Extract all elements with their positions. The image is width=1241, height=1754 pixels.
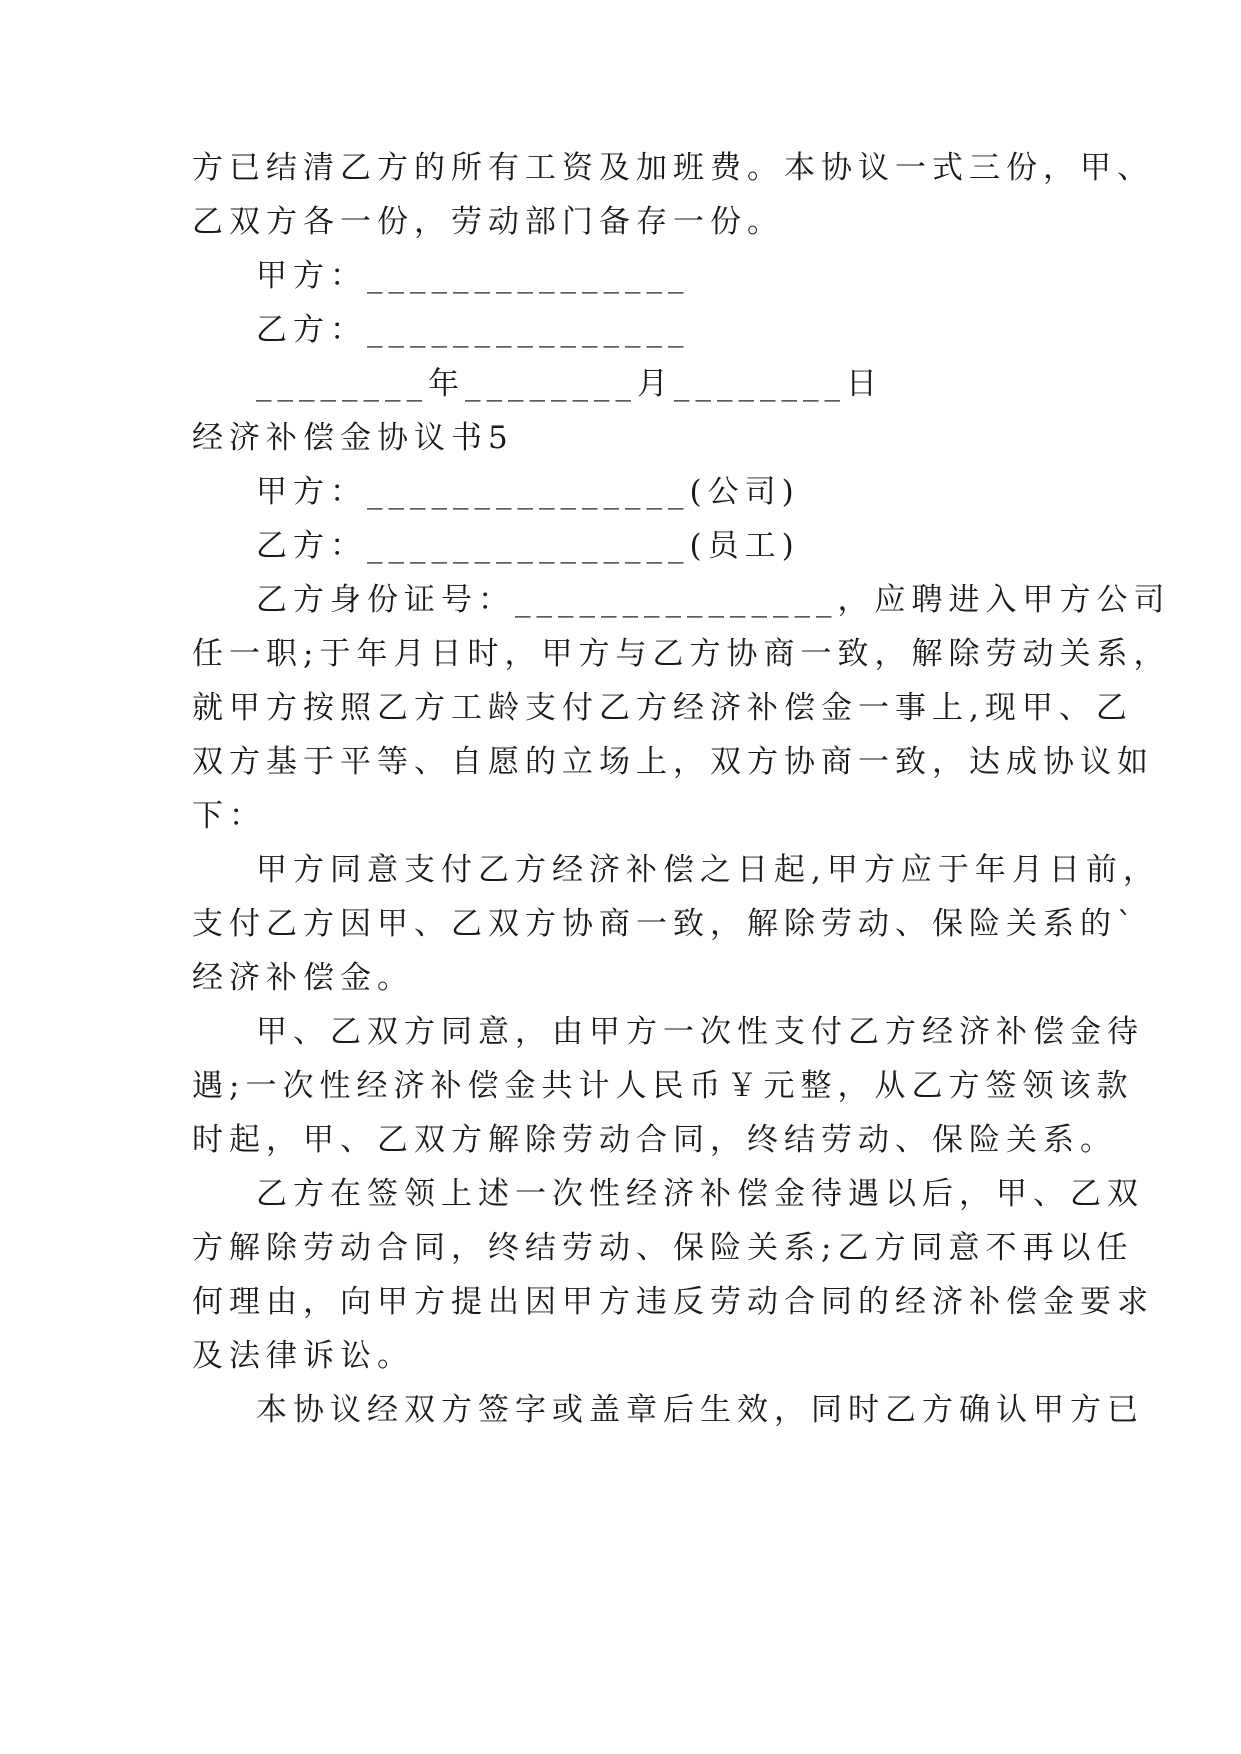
paragraph-line: 甲方同意支付乙方经济补偿之日起,甲方应于年月日前， — [256, 852, 1160, 888]
party-a-company-line: 甲方：_______________(公司) — [256, 474, 800, 510]
paragraph-line: 方解除劳动合同，终结劳动、保险关系;乙方同意不再以任 — [192, 1230, 1134, 1266]
paragraph-line: 乙方身份证号：_______________，应聘进入甲方公司 — [256, 582, 1171, 618]
paragraph-line: 及法律诉讼。 — [192, 1338, 414, 1374]
paragraph-line: 就甲方按照乙方工龄支付乙方经济补偿金一事上,现甲、乙 — [192, 690, 1133, 726]
paragraph-line: 时起，甲、乙双方解除劳动合同，终结劳动、保险关系。 — [192, 1122, 1117, 1158]
paragraph-line: 经济补偿金。 — [192, 960, 414, 996]
paragraph-line: 下： — [192, 798, 266, 834]
paragraph-line: 乙双方各一份，劳动部门备存一份。 — [192, 204, 784, 240]
paragraph-line: 遇;一次性经济补偿金共计人民币￥元整，从乙方签领该款 — [192, 1068, 1134, 1104]
paragraph-line: 任一职;于年月日时，甲方与乙方协商一致，解除劳动关系， — [192, 636, 1171, 672]
paragraph-line: 支付乙方因甲、乙双方协商一致，解除劳动、保险关系的` — [192, 906, 1139, 942]
paragraph-line: 方已结清乙方的所有工资及加班费。本协议一式三份，甲、 — [192, 150, 1154, 186]
party-b-signature-line: 乙方：_______________ — [256, 312, 690, 348]
paragraph-line: 何理由，向甲方提出因甲方违反劳动合同的经济补偿金要求 — [192, 1284, 1154, 1320]
section-title: 经济补偿金协议书5 — [192, 420, 514, 456]
paragraph-line: 甲、乙双方同意，由甲方一次性支付乙方经济补偿金待 — [256, 1014, 1144, 1050]
date-line: ________年________月________日 — [256, 366, 883, 402]
paragraph-line: 本协议经双方签字或盖章后生效，同时乙方确认甲方已 — [256, 1392, 1144, 1428]
party-a-signature-line: 甲方：_______________ — [256, 258, 690, 294]
paragraph-line: 乙方在签领上述一次性经济补偿金待遇以后，甲、乙双 — [256, 1176, 1144, 1212]
party-b-employee-line: 乙方：_______________(员工) — [256, 528, 800, 564]
paragraph-line: 双方基于平等、自愿的立场上，双方协商一致，达成协议如 — [192, 744, 1154, 780]
